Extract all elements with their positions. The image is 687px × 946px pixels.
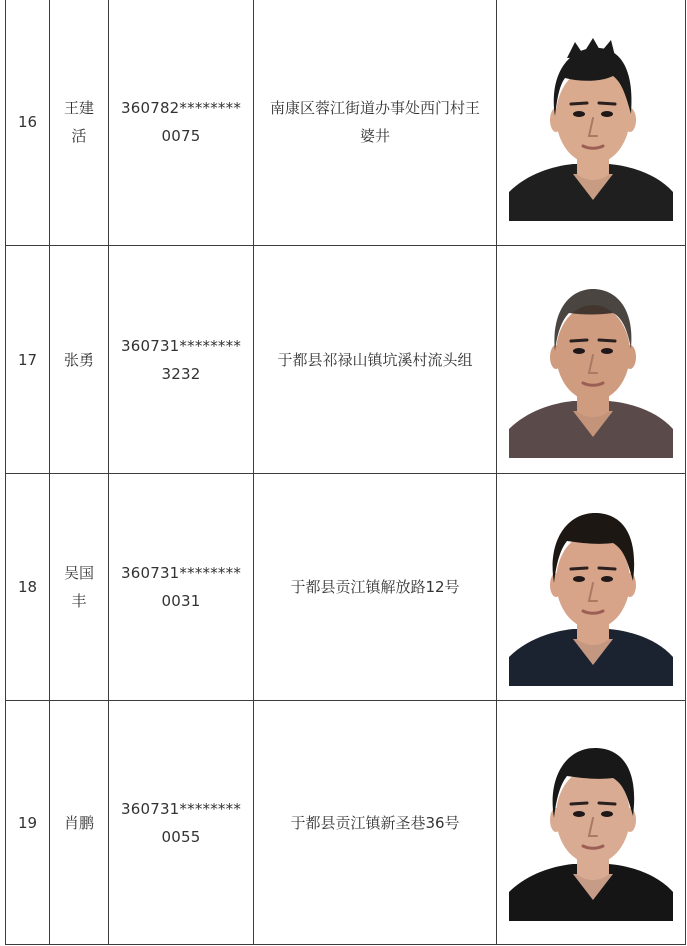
photo-cell (497, 0, 686, 246)
address-cell (254, 0, 497, 246)
row-index: 19 (17, 813, 38, 832)
person-name: 吴国丰 (63, 564, 94, 610)
address-cell (254, 246, 497, 474)
id-cell (109, 0, 254, 246)
person-portrait-icon (509, 489, 673, 686)
person-portrait-icon (509, 261, 673, 458)
person-portrait-icon (509, 24, 673, 221)
address: 于都县贡江镇新圣巷36号 (290, 813, 460, 832)
person-name: 肖鹏 (63, 813, 94, 832)
person-portrait-icon (509, 724, 673, 921)
id-number: 360782********0075 (120, 99, 242, 145)
table-row (6, 246, 686, 474)
person-name: 张勇 (63, 350, 94, 369)
row-index-cell (6, 474, 50, 701)
address: 南康区蓉江街道办事处西门村王婆井 (269, 99, 480, 145)
person-name: 王建活 (63, 99, 94, 145)
name-cell (50, 701, 109, 945)
row-index-cell (6, 0, 50, 246)
address: 于都县贡江镇解放路12号 (290, 578, 460, 596)
wanted-list-table (5, 0, 686, 945)
id-number: 360731********0055 (120, 799, 242, 846)
photo-cell (497, 246, 686, 474)
id-cell (109, 701, 254, 945)
address-cell (254, 701, 497, 945)
name-cell (50, 474, 109, 701)
row-index-cell (6, 701, 50, 945)
address-cell (254, 474, 497, 701)
id-cell (109, 246, 254, 474)
table-row (6, 474, 686, 701)
row-index: 18 (17, 578, 38, 596)
photo-cell (497, 474, 686, 701)
id-number: 360731********0031 (120, 564, 242, 610)
photo-cell (497, 701, 686, 945)
id-number: 360731********3232 (120, 336, 242, 383)
name-cell (50, 0, 109, 246)
table-row (6, 0, 686, 246)
row-index-cell (6, 246, 50, 474)
row-index: 17 (17, 350, 38, 369)
id-cell (109, 474, 254, 701)
name-cell (50, 246, 109, 474)
table-row (6, 701, 686, 945)
row-index: 16 (17, 113, 38, 131)
address: 于都县祁禄山镇坑溪村流头组 (277, 350, 473, 369)
